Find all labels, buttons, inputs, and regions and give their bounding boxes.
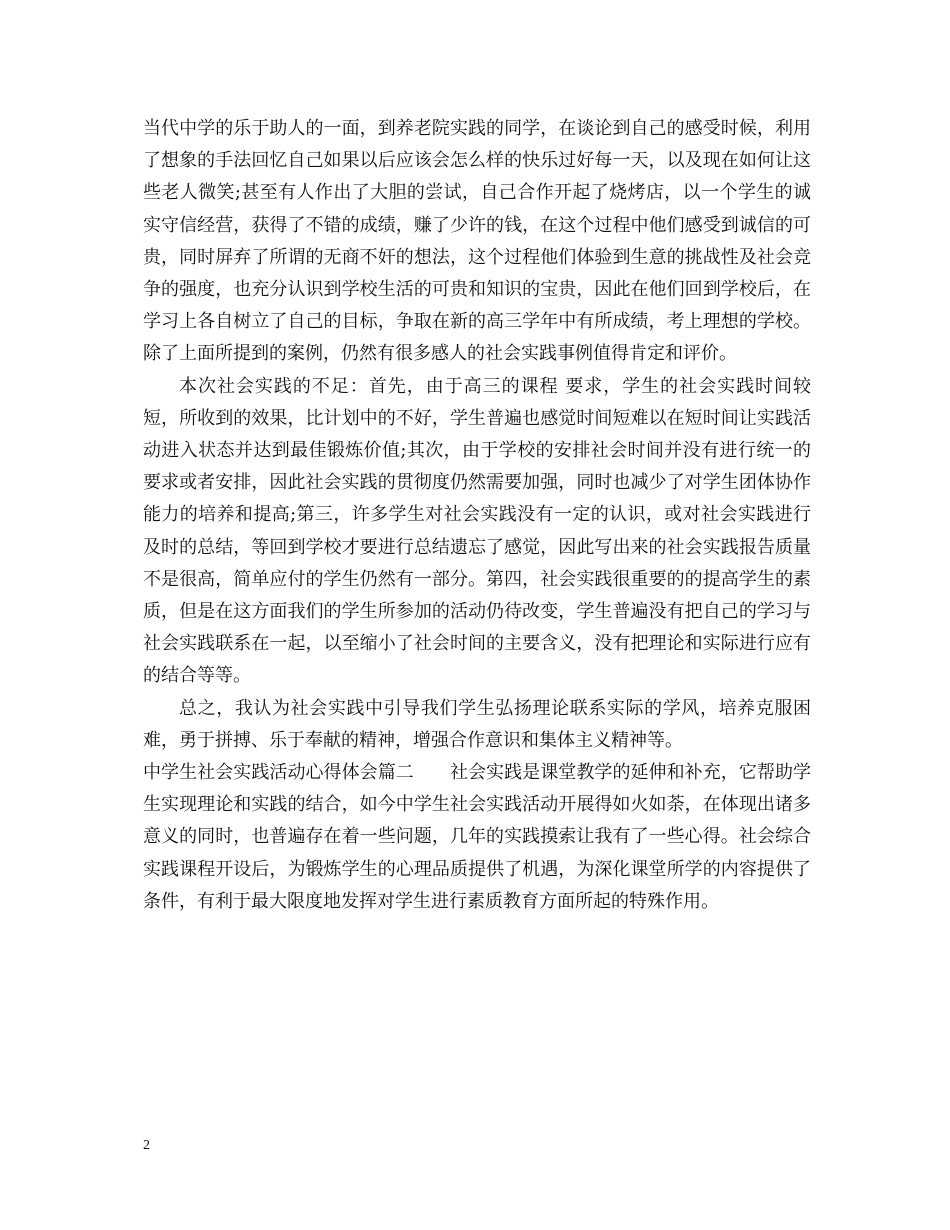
page-number: 2: [143, 1138, 150, 1153]
paragraph-section-two: 中学生社会实践活动心得体会篇二 社会实践是课堂教学的延伸和补充，它帮助学生实现理论和实践的结合，如今中学生社会实践活动开展得如火如荼，在体现出诸多意义的同时，也普遍存在着一些问题，几年的实践摸索让我有了一些心得。社会综合实践课程开设后，为锻炼学生的心理品质提供了机遇，为深化课堂所学的内容提供了条件，有利于最大限度地发挥对学生进行素质教育方面所起的特殊作用。: [143, 762, 811, 912]
paragraph-conclusion: 总之，我认为社会实践中引导我们学生弘扬理论联系实际的学风，培养克服困难，勇于拼搏、乐于奉献的精神，增强合作意识和集体主义精神等。: [143, 697, 811, 751]
paragraph-shortcomings: 本次社会实践的不足：首先，由于高三的课程 要求，学生的社会实践时间较短，所收到的效果，比计划中的不好，学生普遍也感觉时间短难以在短时间让实践活动进入状态并达到最佳锻炼价值;其次，由于学校的安排社会时间并没有进行统一的要求或者安排，因此社会实践的贯彻度仍然需要加强，同时也减少了对学生团体协作能力的培养和提高;第三，许多学生对社会实践没有一定的认识，或对社会实践进行及时的总结，等回到学校才要进行总结遗忘了感觉，因此写出来的社会实践报告质量不是很高，简单应付的学生仍然有一部分。第四，社会实践很重要的的提高学生的素质，但是在这方面我们的学生所参加的活动仍待改变，学生普遍没有把自己的学习与社会实践联系在一起，以至缩小了社会时间的主要含义，没有把理论和实际进行应有的结合等等。: [143, 375, 811, 687]
body-text: [143, 113, 811, 918]
paragraph-continuation: 当代中学的乐于助人的一面，到养老院实践的同学，在谈论到自己的感受时候，利用了想象的手法回忆自己如果以后应该会怎么样的快乐过好每一天，以及现在如何让这些老人微笑;甚至有人作出了大胆的尝试，自己合作开起了烧烤店，以一个学生的诚实守信经营，获得了不错的成绩，赚了少许的钱，在这个过程中他们感受到诚信的可贵，同时屏弃了所谓的无商不奸的想法，这个过程他们体验到生意的挑战性及社会竞争的强度，也充分认识到学校生活的可贵和知识的宝贵，因此在他们回到学校后，在学习上各自树立了自己的目标，争取在新的高三学年中有所成绩，考上理想的学校。除了上面所提到的案例，仍然有很多感人的社会实践事例值得肯定和评价。: [143, 118, 811, 365]
